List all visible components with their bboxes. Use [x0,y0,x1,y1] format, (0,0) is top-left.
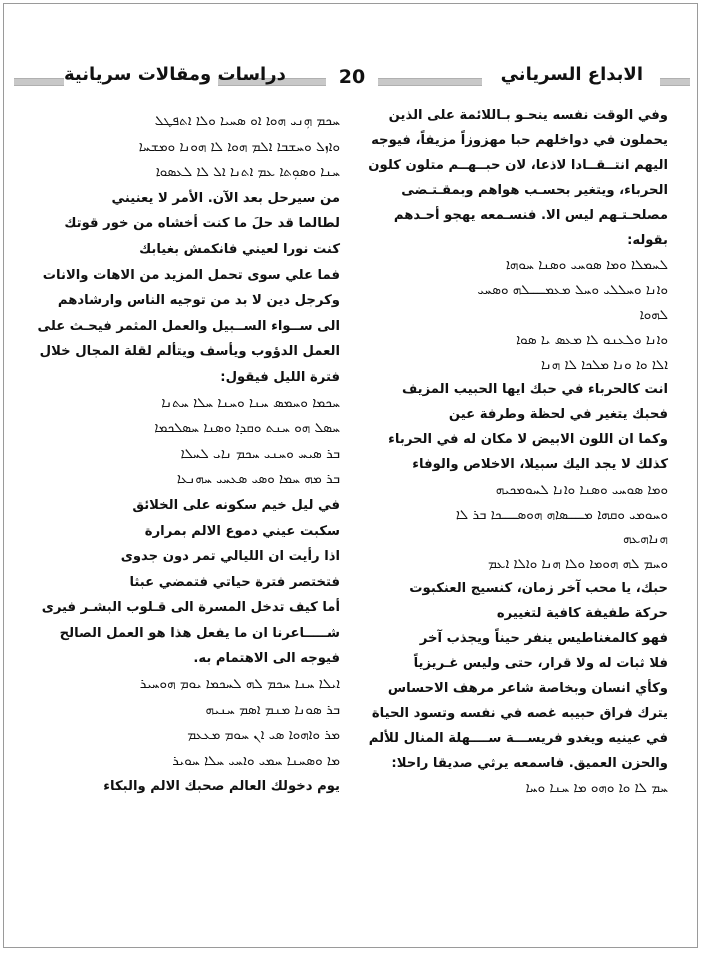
text-line: كنت نورا لعيني فانكمش بغيابك [139,241,340,257]
text-line: من سيرحل بعد الآن. الأمر لا يعنيني [111,190,340,206]
text-line: ܗܢܐܗܥܗ [623,531,668,548]
text-line: العمل الدؤوب ويأسف ويتألم لقلة المجال خلال [39,344,340,360]
text-line: ܘܡܐ ܣܘܚܝ ܘܣܢܐ ܘܐܢܐ ܠܚܘܡܟܝܗ [495,481,668,498]
text-line: فما علي سوى تحمل المزيد من الاهات والانات [42,267,340,283]
text-line: سكبت عيني دموع الالم بمرارة [144,523,340,539]
text-line: فترة الليل فيقول: [220,369,340,385]
header-rule-right [660,78,690,86]
magazine-title: الابداع السرياني [500,64,643,85]
text-line: ܘܐܢܐ ܘܚܠܠܝ ܘܚܠ ܡܥܡــــܠܗ ܘܣܚܝ [477,282,668,299]
text-line: وكأي انسان وبخاصة شاعر مرهف الاحساس [387,680,668,696]
text-line: فحبك يتغير في لحظة وطرفة عين [448,406,668,422]
left-column [37,109,340,800]
text-line: الى ســواء الســبيل والعمل المثمر فيحـث على [37,318,340,334]
text-line: فيوجه الى الاهتمام به. [193,651,340,667]
text-line: وفي الوقت نفسه ينحـو بـاللائمة على الذين [388,108,668,123]
text-line: ܒܪ ܡܗ ܚܡܐ ܘܣܝ ܣܥܚܝ ܚܗܢܥܐ [176,471,340,488]
text-line: أما كيف تدخل المسرة الى قـلوب البشـر فيرى [41,600,340,616]
text-line: فلا ثبات له ولا قرار، حتى وليس غـريزياً [413,655,668,671]
text-line: ܡܐ ܘܣܚܢܐ ܚܡܝ ܘܐܚܝ ܚܠܐ ܚܘܝܪ [172,752,340,769]
text-line: ܒܪ ܣܘܢܐ ܡܢܡ ܐܣܡ ܚܢܝܗ [205,701,340,718]
text-line: الحرباء، ويتغير بحسـب هواهم وبمقـتـضى [401,182,668,198]
text-line: ܡܪ ܘܐܗܘܐ ܣܝ ܐܢ ܚܘܡ ܡܥܥܡ [187,727,340,744]
right-column [368,104,668,801]
text-line: ܠܚܡܠܐ ܘܡܐ ܣܘܚܝ ܘܣܢܐ ܚܘܗܐ [505,257,668,274]
text-line: شـــــاعرنا ان ما يفعل هذا هو العمل الصالح [59,625,340,641]
text-line: يحملون في دواخلهم حبا مهزوزاً مزيفاً، فيوجه [371,132,668,148]
page-number: 20 [338,66,366,88]
text-line: لطالما قد حلَ ما كنت أخشاه من خور قوتك [64,216,340,232]
text-line: ܚܣܠ ܗܘ ܚܢܬ ܘܩܕܐ ܘܣܢܐ ܚܣܠܟܡܐ [154,420,340,437]
text-line: وكرجل دين لا بد من توجيه الناس وارشادهم [57,293,340,309]
text-line: ܠܗܘܐ [639,307,668,324]
text-line: وكما ان اللون الابيض لا مكان له في الحرباء [388,431,668,447]
text-line: ܘܐܙܠ ܘܚܫܒܐ ܐܠܡ ܗܘܐ ܠܐ ܗܘܢܐ ܘܡܫܚܐ [138,138,340,155]
text-line: ܘܚܘܡܝ ܘܩܗܐ ܡــــܣܐܗ ܗܘܣــــܟܐ ܒܪ ܠܐ [455,506,668,523]
text-line: والحزن العميق. فاسمعه يرثي صديقا راحلا: [391,755,668,771]
text-line: فهو كالمغناطيس ينفر حيناً ويجذب آخر [419,631,668,647]
page-header [0,0,703,100]
text-line: اذا رأيت ان الليالي تمر دون جدوى [120,549,340,565]
text-line: ܚܟܡܐ ܘܚܡܣ ܚܢܐ ܘܚܢܐ ܚܠܐ ܚܬܢܐ [161,394,340,411]
text-line: ܘܐܢܐ ܘܠܥܢܘ ܠܐ ܡܥܣ ܝܐ ܣܘܐ [516,332,668,349]
text-line: ܘܚܡ ܠܗ ܗܘܡܐ ܘܠܐ ܗܢܐ ܘܐܠܐ ܐܥܡ [487,556,668,573]
text-line: ܐܠܐ ܘܐ ܘܢܐ ܡܠܟܐ ܠܐ ܗܢܐ [540,357,668,374]
text-line: يترك فراق حبيبه غصه في نفسه وتسود الحياة [371,705,668,721]
text-line: مصلحـتـهم ليس الا. فنسـمعه يهجو أحـدهم [393,207,668,223]
text-line: بقوله: [627,232,668,248]
text-line: في عينيه ويغدو فريســـة ســــهلة المنال للألم [368,730,668,746]
text-line: ܚܡ ܠܐ ܘܐ ܘܗܘ ܡܐ ܚܢܐ ܘܚܐ [525,780,668,797]
text-line: حبك، يا محب آخر زمان، كنسيج العنكبوت [409,581,668,597]
text-line: في ليل خيم سكونه على الخلائق [132,497,340,513]
text-line: يوم دخولك العالم صحبك الالم والبكاء [103,779,340,795]
header-rule-mid-right [378,78,482,86]
text-line: ܚܢܐ ܘܣܘܼܬܐ ܥܡ ܐܬܢܐ ܐܠ ܠܐ ܠܥܣܘܐ [155,164,340,181]
text-line: حركة طفيفة كافية لتغييره [496,606,668,622]
text-line: ܚܟܡ ܗܼܢܝ ܗܘܐ ܐܘ ܣܚܝܐ ܘܠܐ ܐܬܦܛܠ [154,113,340,129]
header-rule-left [14,78,64,86]
text-line: ܒܪ ܣܝܚ ܘܚܢܝ ܚܟܡ ܢܐܝ ܠܚܠܐ [180,445,340,462]
text-line: كذلك لا يجد اليك سبيلا، الاخلاص والوفاء [412,456,668,472]
section-title: دراسات ومقالات سريانية [64,64,286,85]
text-line: فتختصر فترة حياتي فتمضي عبثا [129,574,340,590]
text-line: ܐܝܠܐ ܚܢܐ ܚܟܡ ܠܗ ܠܚܟܡܐ ܝܘܡ ܗܘܚܝܪ [139,676,340,693]
text-line: انت كالحرباء في حبك ايها الحبيب المزيف [401,381,668,397]
text-line: اليهم انتــقــادا لاذعا، لان حبــهــم متلون كلون [368,157,668,173]
